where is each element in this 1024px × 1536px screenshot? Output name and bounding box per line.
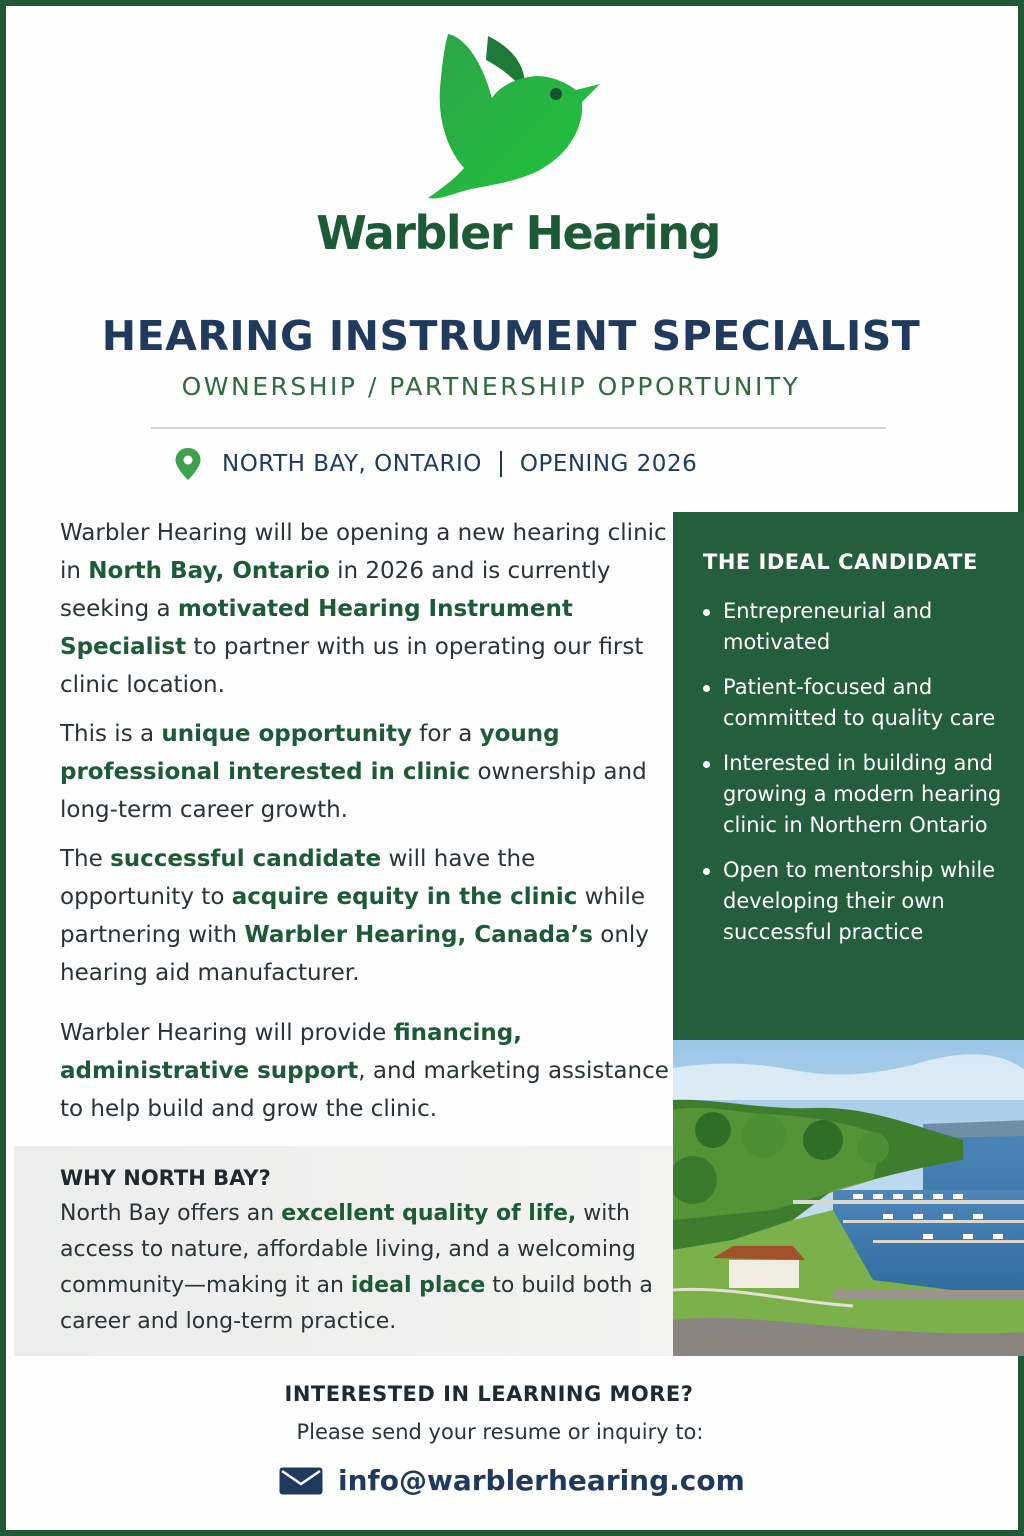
highlight: Warbler Hearing, Canada’s: [244, 922, 593, 948]
cta-subtext: Please send your resume or inquiry to:: [296, 1420, 704, 1444]
text: , and marketing assistance to help build and grow the clinic.: [60, 1058, 669, 1122]
text: while partnering with: [60, 884, 646, 948]
text: This is a: [60, 721, 162, 747]
opening-text: OPENING 2026: [519, 451, 698, 477]
paragraph-intro: [60, 514, 670, 704]
job-subtitle: OWNERSHIP / PARTNERSHIP OPPORTUNITY: [181, 372, 801, 401]
north-bay-harbour-photo: [673, 1040, 1024, 1356]
text: will have the opportunity to: [60, 846, 536, 910]
ideal-candidate-list: [703, 596, 1012, 948]
highlight: excellent quality of life,: [281, 1201, 577, 1226]
cta-heading: INTERESTED IN LEARNING MORE?: [284, 1382, 694, 1406]
text: ownership and long-term career growth.: [60, 759, 647, 823]
ideal-candidate-panel: [673, 512, 1024, 1040]
email-line[interactable]: [278, 1464, 745, 1497]
paragraph-equity: [60, 840, 670, 992]
highlight: acquire equity in the clinic: [231, 884, 578, 910]
divider: [151, 427, 886, 429]
brand-name: Warbler Hearing: [316, 206, 720, 260]
highlight: North Bay, Ontario: [88, 558, 330, 584]
text: North Bay offers an: [60, 1201, 282, 1226]
email-link[interactable]: info@warblerhearing.com: [338, 1464, 745, 1497]
map-pin-icon: [174, 447, 202, 481]
highlight: ideal place: [350, 1273, 486, 1298]
description: [60, 514, 670, 1139]
list-item: Open to mentorship while developing their own successful practice: [703, 855, 1012, 948]
separator: [500, 451, 502, 477]
highlight: successful candidate: [110, 846, 382, 872]
ideal-candidate-heading: THE IDEAL CANDIDATE: [703, 550, 978, 574]
highlight: unique opportunity: [161, 721, 412, 747]
job-title: HEARING INSTRUMENT SPECIALIST: [101, 312, 921, 360]
why-text: [60, 1196, 653, 1340]
text: in 2026 and is currently seeking a: [60, 558, 611, 622]
text: to build both a career and long-term practice.: [60, 1273, 653, 1334]
highlight: motivated Hearing Instrument Specialist: [60, 596, 573, 660]
why-heading: WHY NORTH BAY?: [60, 1166, 271, 1190]
location-line: [174, 446, 697, 482]
text: Warbler Hearing will be opening a new hearing clinic in: [60, 520, 667, 584]
text: only hearing aid manufacturer.: [60, 922, 649, 986]
envelope-icon: [278, 1466, 324, 1496]
list-item: Interested in building and growing a modern hearing clinic in Northern Ontario: [703, 748, 1012, 841]
text: for a: [411, 721, 480, 747]
highlight: financing, administrative support: [60, 1020, 523, 1084]
warbler-bird-icon: [418, 28, 618, 208]
text: to partner with us in operating our first clinic location.: [60, 634, 644, 698]
text: with access to nature, affordable living, and a welcoming community—making it an: [60, 1201, 636, 1298]
list-item: Entrepreneurial and motivated: [703, 596, 1012, 658]
why-north-bay-panel: [14, 1146, 673, 1356]
highlight: young professional interested in clinic: [60, 721, 560, 785]
paragraph-opportunity: [60, 715, 670, 829]
location-text: NORTH BAY, ONTARIO: [222, 451, 482, 477]
list-item: Patient-focused and committed to quality care: [703, 672, 1012, 734]
text: Warbler Hearing will provide: [60, 1020, 394, 1046]
paragraph-support: [60, 1014, 670, 1128]
text: The: [60, 846, 111, 872]
